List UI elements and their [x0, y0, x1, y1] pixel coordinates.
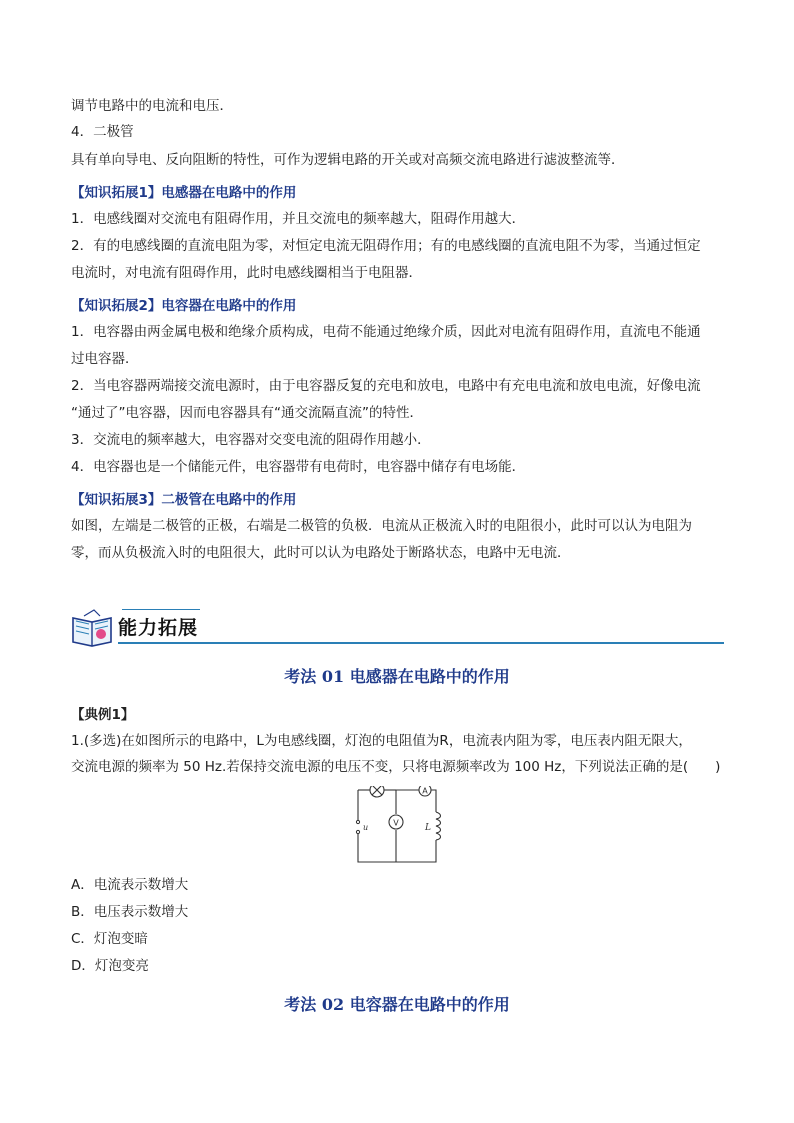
ext2-line-3: 2．当电容器两端接交流电源时，由于电容器反复的充电和放电，电路中有充电电流和放电电流，好像电流 — [71, 378, 701, 394]
ext1-line-1: 1．电感线圈对交流电有阻碍作用，并且交流电的频率越大，阻碍作用越大． — [71, 211, 526, 227]
ext2-line-6: 4．电容器也是一个储能元件，电容器带有电荷时，电容器中储存有电场能． — [71, 459, 526, 475]
section-banner — [70, 604, 724, 648]
option-d: D．灯泡变亮 — [71, 958, 149, 974]
ext2-line-5: 3．交流电的频率越大，电容器对交变电流的阻碍作用越小． — [71, 432, 431, 448]
inductor-label: L — [425, 823, 431, 833]
option-b: B．电压表示数增大 — [71, 904, 189, 920]
voltmeter-label: V — [393, 818, 399, 828]
ac-source-icon — [356, 820, 368, 833]
option-c: C．灯泡变暗 — [71, 931, 148, 947]
question-line-2: 交流电源的频率为 50 Hz.若保持交流电源的电压不变，只将电源频率改为 100 Hz，下列说法正确的是( ) — [71, 759, 721, 775]
banner-title: 能力拓展 — [118, 617, 199, 639]
voltmeter-icon — [389, 815, 403, 829]
intro-line-2: 4．二极管 — [71, 124, 134, 140]
intro-line-1: 调节电路中的电流和电压． — [71, 98, 233, 114]
ext2-line-1: 1．电容器由两金属电极和绝缘介质构成，电荷不能通过绝缘介质，因此对电流有阻碍作用，直流电不能通 — [71, 324, 701, 340]
ext3-line-2: 零，而从负极流入时的电阻很大，此时可以认为电路处于断路状态，电路中无电流． — [71, 545, 571, 561]
banner-top-rule — [122, 609, 200, 610]
circuit-diagram — [354, 786, 444, 866]
ext3-heading: 【知识拓展3】二极管在电路中的作用 — [71, 492, 297, 508]
method1-title: 考法 01 电感器在电路中的作用 — [284, 667, 510, 686]
ext1-line-3: 电流时，对电流有阻碍作用，此时电感线圈相当于电阻器． — [71, 265, 422, 281]
lamp-icon — [370, 786, 384, 797]
source-label: u — [363, 823, 369, 832]
ammeter-label: A — [422, 786, 428, 796]
ext2-heading: 【知识拓展2】电容器在电路中的作用 — [71, 298, 297, 314]
example-label: 【典例1】 — [71, 707, 135, 723]
banner-underline — [118, 642, 724, 644]
question-line-1: 1.(多选)在如图所示的电路中，L为电感线圈，灯泡的电阻值为R，电流表内阻为零，电压表内阻无限大， — [71, 733, 692, 749]
option-a: A．电流表示数增大 — [71, 877, 189, 893]
intro-line-3: 具有单向导电、反向阻断的特性，可作为逻辑电路的开关或对高频交流电路进行滤波整流等． — [71, 152, 625, 168]
ext2-line-4: “通过了”电容器，因而电容器具有“通交流隔直流”的特性． — [71, 405, 423, 421]
ext1-line-2: 2．有的电感线圈的直流电阻为零，对恒定电流无阻碍作用；有的电感线圈的直流电阻不为零，当通过恒定 — [71, 238, 701, 254]
ext2-line-2: 过电容器． — [71, 351, 139, 367]
method2-title: 考法 02 电容器在电路中的作用 — [284, 995, 510, 1014]
ext1-heading: 【知识拓展1】电感器在电路中的作用 — [71, 185, 297, 201]
open-book-icon — [70, 608, 116, 648]
ammeter-icon — [419, 786, 431, 796]
ext3-line-1: 如图，左端是二极管的正极，右端是二极管的负极．电流从正极流入时的电阻很小，此时可以认为电阻为 — [71, 518, 692, 534]
